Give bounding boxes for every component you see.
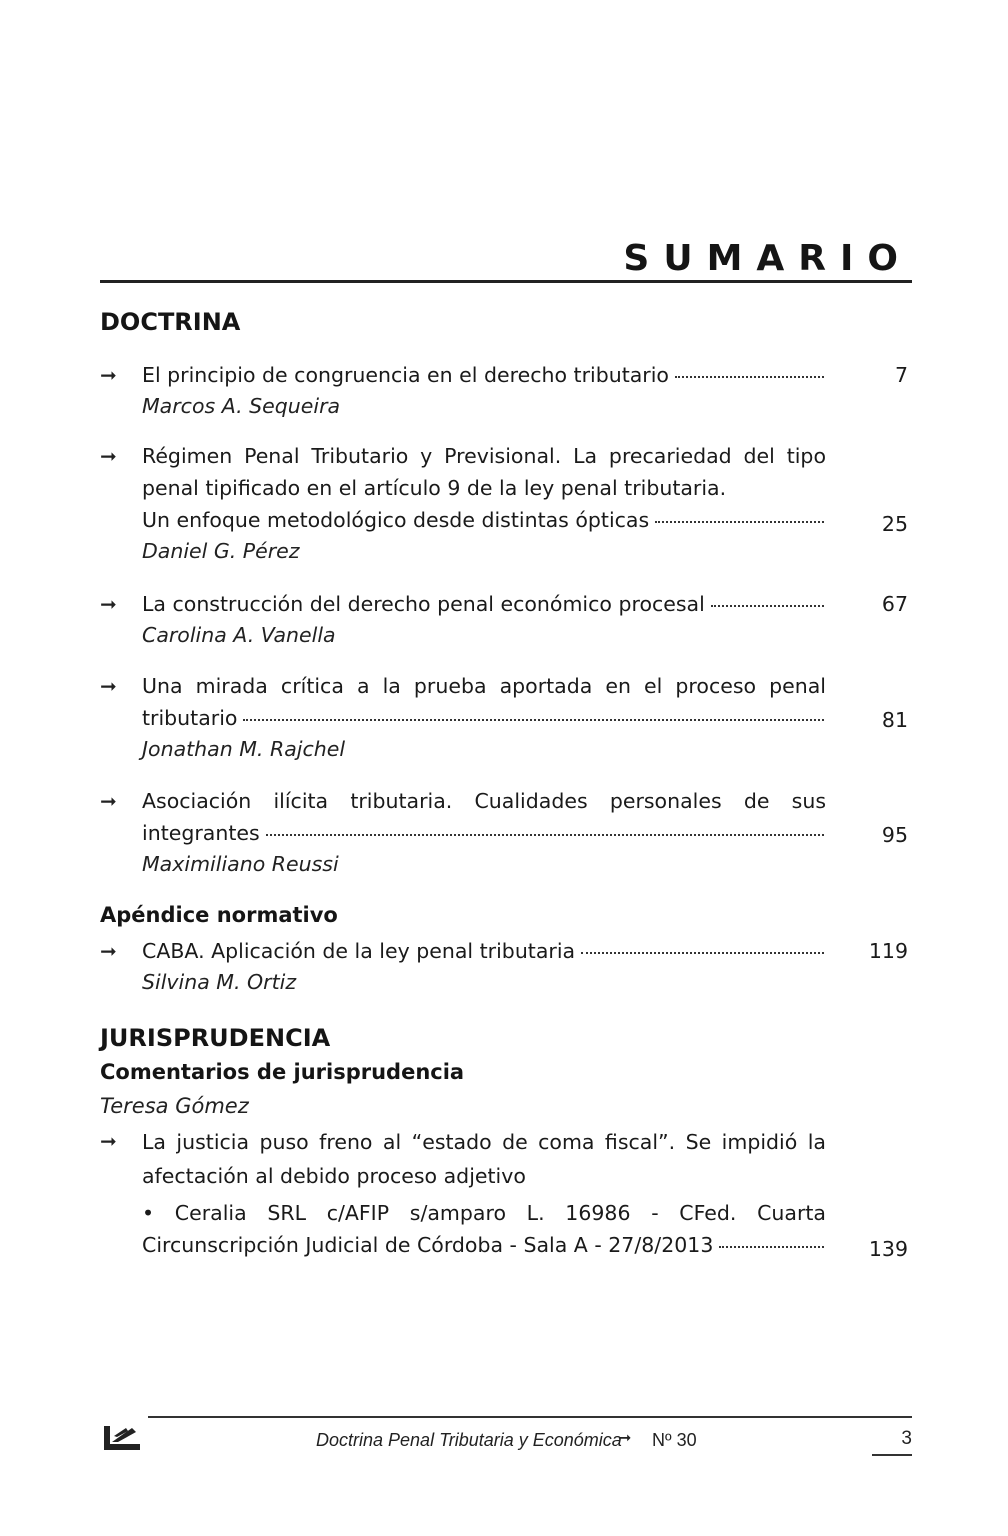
section-heading-doctrina: DOCTRINA: [100, 308, 241, 336]
entry-page-number: 7: [894, 363, 908, 387]
toc-entry[interactable]: [100, 588, 912, 650]
entry-title: La justicia puso freno al “estado de coma fiscal”. Se impidió la afectación al debido proceso adjetivo: [142, 1130, 826, 1188]
toc-entry[interactable]: [100, 785, 912, 879]
arrow-right-icon: ➞: [100, 444, 117, 468]
entry-page-number: 119: [868, 939, 908, 963]
entry-page-number: 139: [868, 1237, 908, 1261]
arrow-right-icon: ➞: [100, 674, 117, 698]
entry-title-lines: Asociación ilícita tributaria. Cualidades personales de sus: [142, 789, 826, 813]
footer-page-number: 3: [901, 1428, 912, 1449]
section-subheading-comentarios: Comentarios de jurisprudencia: [100, 1060, 465, 1084]
toc-entry[interactable]: [100, 359, 912, 421]
arrow-right-icon: ➞: [618, 1428, 632, 1447]
entry-author: Silvina M. Ortiz: [142, 970, 297, 994]
arrow-right-icon: ➞: [100, 363, 117, 387]
dot-leader: [711, 605, 824, 607]
entry-title-lines: Régimen Penal Tributario y Previsional. La precariedad del tipo penal tipificado en el artículo 9 de la ley penal tributaria.: [142, 444, 826, 500]
section-heading-jurisprudencia: JURISPRUDENCIA: [100, 1024, 331, 1052]
dot-leader: [719, 1246, 824, 1248]
arrow-right-icon: ➞: [100, 592, 117, 616]
entry-title-lines: Una mirada crítica a la prueba aportada en el proceso penal: [142, 674, 826, 698]
toc-entry[interactable]: [100, 670, 912, 764]
entry-title: Un enfoque metodológico desde distintas ópticas: [142, 508, 650, 532]
toc-entry[interactable]: [100, 1125, 912, 1261]
entry-title: tributario: [142, 706, 238, 730]
dot-leader: [243, 719, 824, 721]
entry-author: Marcos A. Sequeira: [142, 394, 341, 418]
entry-page-number: 67: [881, 592, 908, 616]
entry-title: La construcción del derecho penal económico procesal: [142, 592, 705, 616]
toc-entry[interactable]: [100, 440, 912, 566]
page-title: SUMARIO: [623, 238, 912, 279]
section-heading-apendice: Apéndice normativo: [100, 903, 338, 927]
entry-author: Jonathan M. Rajchel: [142, 737, 346, 761]
entry-author: Daniel G. Pérez: [142, 539, 300, 563]
dot-leader: [675, 376, 824, 378]
case-citation-last-line: Circunscripción Judicial de Córdoba - Sala A - 27/8/2013: [142, 1233, 714, 1257]
publisher-logo-icon: [102, 1424, 142, 1456]
entry-title: CABA. Aplicación de la ley penal tributaria: [142, 939, 576, 963]
entry-page-number: 25: [881, 512, 908, 536]
arrow-right-icon: ➞: [100, 1129, 117, 1153]
section-author: Teresa Gómez: [100, 1094, 249, 1118]
footer-page-rule: [872, 1454, 912, 1456]
entry-page-number: 81: [881, 708, 908, 732]
entry-author: Maximiliano Reussi: [142, 852, 339, 876]
footer-publication: Doctrina Penal Tributaria y Económica: [316, 1430, 622, 1450]
dot-leader: [655, 521, 824, 523]
arrow-right-icon: ➞: [100, 789, 117, 813]
footer-issue: Nº 30: [652, 1430, 697, 1450]
case-citation-line: • Ceralia SRL c/AFIP s/amparo L. 16986 - CFed. Cuarta: [142, 1201, 826, 1225]
footer-rule: [148, 1416, 912, 1418]
arrow-right-icon: ➞: [100, 939, 117, 963]
entry-page-number: 95: [881, 823, 908, 847]
entry-title: El principio de congruencia en el derecho tributario: [142, 363, 669, 387]
dot-leader: [266, 834, 824, 836]
dot-leader: [581, 952, 824, 954]
entry-author: Carolina A. Vanella: [142, 623, 336, 647]
title-rule: [100, 280, 912, 283]
entry-title: integrantes: [142, 821, 260, 845]
toc-entry[interactable]: [100, 935, 912, 997]
